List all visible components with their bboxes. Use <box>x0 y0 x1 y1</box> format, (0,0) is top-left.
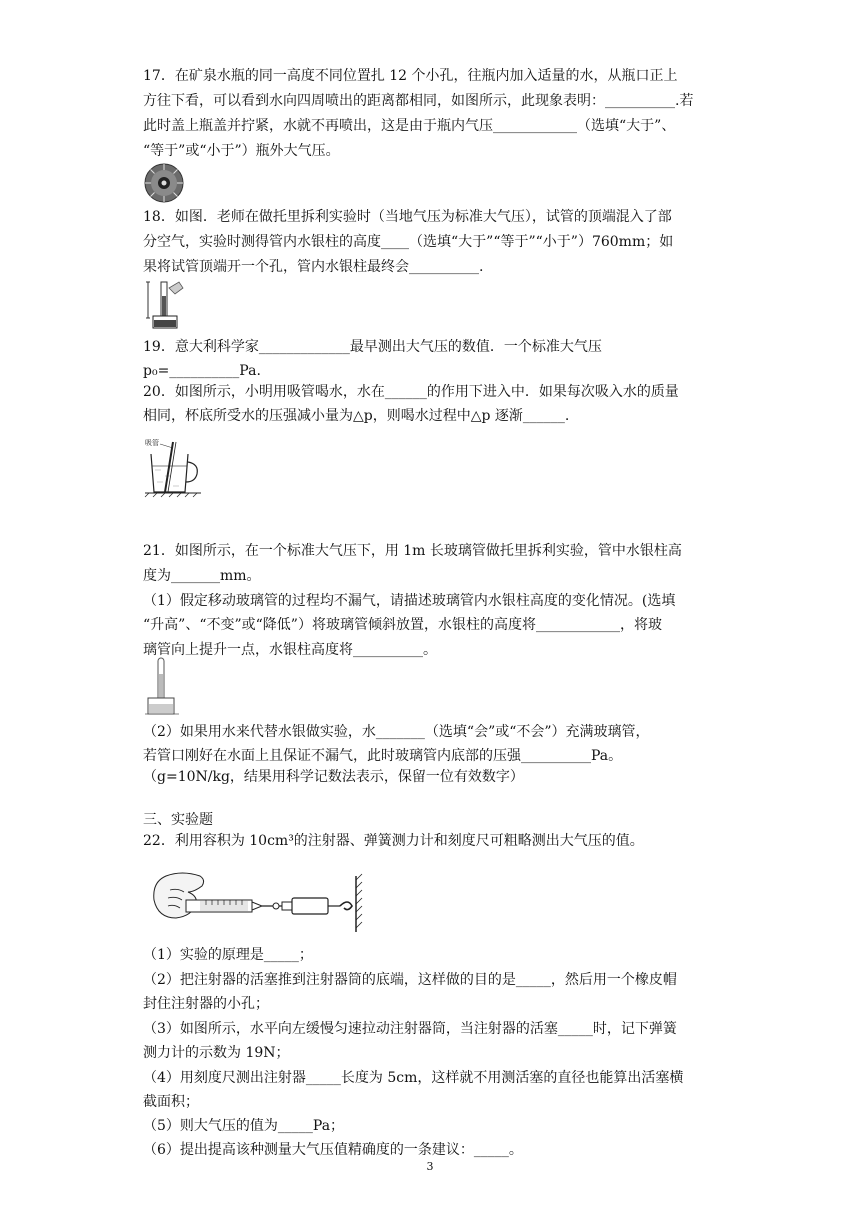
q21-line-2: 度为_______mm。 <box>143 568 261 584</box>
q22-step-6: （6）提出提高该种测量大气压值精确度的一条建议：_____。 <box>143 1142 523 1158</box>
torricelli-tube-figure <box>143 278 189 330</box>
q21-line-7: 若管口刚好在水面上且保证不漏气，此时玻璃管内底部的压强__________Pa。 <box>143 748 623 764</box>
q20-line-1: 20．如图所示，小明用吸管喝水，水在______的作用下进入中．如果每次吸入水的质量 <box>143 384 679 400</box>
q18-line-3: 果将试管顶端开一个孔，管内水银柱最终会__________. <box>143 259 484 275</box>
q19-line-1: 19．意大利科学家_____________最早测出大气压的数值．一个标准大气压 <box>143 339 602 355</box>
q21-line-5: 璃管向上提升一点，水银柱高度将__________。 <box>143 642 437 658</box>
q18-line-1: 18．如图．老师在做托里拆利实验时（当地气压为标准大气压），试管的顶端混入了部 <box>143 209 672 225</box>
q21-line-6: （2）如果用水来代替水银做实验，水_______（选填“会”或“不会”）充满玻璃管， <box>143 724 650 740</box>
q22-step-2-cont: 封住注射器的小孔； <box>143 996 269 1012</box>
mercury-tube-figure <box>143 656 183 718</box>
q22-step-4: （4）用刻度尺测出注射器_____长度为 5cm，这样就不用测活塞的直径也能算出活塞横 <box>143 1070 684 1086</box>
q20-line-2: 相同，杯底所受水的压强减小量为△p，则喝水过程中△p 逐渐______. <box>143 408 570 424</box>
syringe-experiment-figure <box>148 862 380 934</box>
straw-cup-figure <box>143 436 203 498</box>
q22-step-1: （1）实验的原理是_____； <box>143 947 313 963</box>
q17-line-3: 此时盖上瓶盖并拧紧，水就不再喷出，这是由于瓶内气压____________（选填“大于”、 <box>143 118 676 134</box>
q17-line-4: “等于”或“小于”）瓶外大气压。 <box>143 143 340 159</box>
q17-line-2: 方往下看，可以看到水向四周喷出的距离都相同，如图所示，此现象表明：__________.若 <box>143 93 694 109</box>
q19-line-2: p₀=__________Pa. <box>143 363 261 379</box>
q22-step-2: （2）把注射器的活塞推到注射器筒的底端，这样做的目的是_____，然后用一个橡皮帽 <box>143 972 677 988</box>
bottle-top-view-figure <box>143 162 185 204</box>
q21-line-1: 21．如图所示，在一个标准大气压下，用 1m 长玻璃管做托里拆利实验，管中水银柱高 <box>143 543 682 559</box>
q21-line-8: （g=10N/kg，结果用科学记数法表示，保留一位有效数字） <box>143 769 524 785</box>
q22-step-3-cont: 测力计的示数为 19N； <box>143 1045 290 1061</box>
q22-intro: 22．利用容积为 10cm³的注射器、弹簧测力计和刻度尺可粗略测出大气压的值。 <box>143 833 644 849</box>
straw-label: 吸管 <box>145 439 159 447</box>
q21-line-3: （1）假定移动玻璃管的过程均不漏气，请描述玻璃管内水银柱高度的变化情况。(选填 <box>143 593 676 609</box>
section-heading: 三、实验题 <box>143 812 213 828</box>
q22-step-3: （3）如图所示，水平向左缓慢匀速拉动注射器筒，当注射器的活塞_____时，记下弹簧 <box>143 1021 677 1037</box>
q22-step-4-cont: 截面积； <box>143 1094 199 1110</box>
q17-line-1: 17．在矿泉水瓶的同一高度不同位置扎 12 个小孔，往瓶内加入适量的水，从瓶口正上 <box>143 68 678 84</box>
page-number: 3 <box>426 1160 434 1173</box>
q22-step-5: （5）则大气压的值为_____Pa； <box>143 1118 345 1134</box>
q21-line-4: “升高”、“不变”或“降低”）将玻璃管倾斜放置，水银柱的高度将____________，将玻 <box>143 617 662 633</box>
q18-line-2: 分空气，实验时测得管内水银柱的高度____（选填“大于”“等于”“小于”）760mm；如 <box>143 234 674 250</box>
